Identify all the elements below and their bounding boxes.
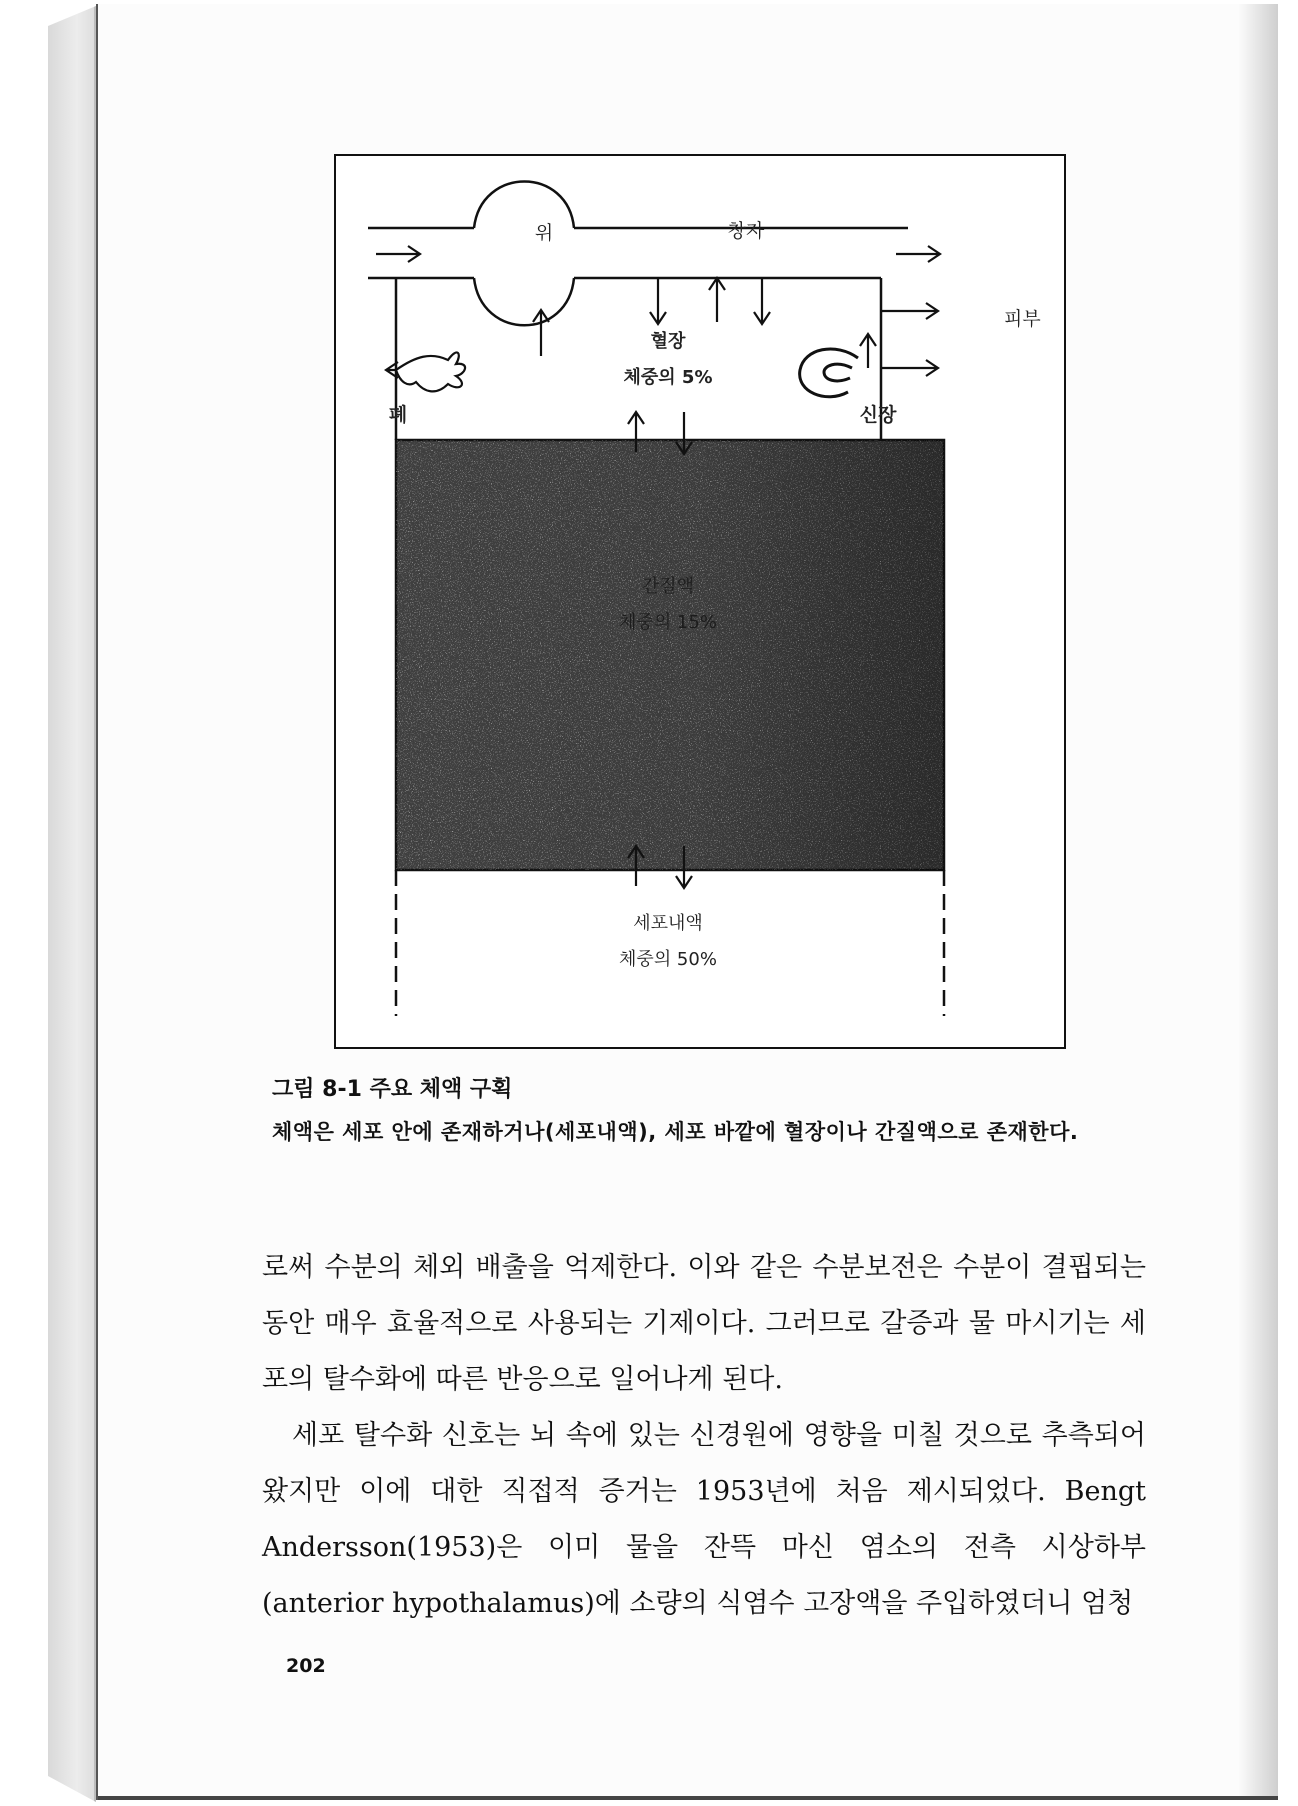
figure-body-fluid-compartments <box>334 154 1066 1049</box>
page-number: 202 <box>286 1655 326 1677</box>
figure-caption <box>272 1072 1152 1151</box>
stomach-outline <box>474 182 574 326</box>
skin-label: 피부 <box>1004 308 1041 330</box>
body-paragraph: 세포 탈수화 신호는 뇌 속에 있는 신경원에 영향을 미칠 것으로 추측되어 왔지만 이에 대한 직접적 증거는 1953년에 처음 제시되었다. Bengt Andersson(1953)은 이미 물을 잔뜩 마신 염소의 전측 시상하부(anterior hypothalamus)에 소량의 식염수 고장액을 주입하였더니 엄청 <box>262 1420 1146 1619</box>
body-text <box>262 1240 1146 1632</box>
intracellular-name: 세포내액 <box>633 913 703 934</box>
intracellular-label <box>619 906 717 978</box>
intracellular-percentage: 체중의 50% <box>619 949 717 970</box>
caption-text: 체액은 세포 안에 존재하거나(세포내액), 세포 바깥에 혈장이나 간질액으로 존재한다. <box>272 1120 1079 1144</box>
lung-label: 폐 <box>388 404 408 426</box>
intestine-label: 창자 <box>727 220 765 242</box>
body-paragraph: 로써 수분의 체외 배출을 억제한다. 이와 같은 수분보전은 수분이 결핍되는 동안 매우 효율적으로 사용되는 기제이다. 그러므로 갈증과 물 마시기는 세포의 탈수화에 따른 반응으로 일어나게 된다. <box>262 1252 1146 1395</box>
book-spine <box>48 6 96 1802</box>
lung-shape <box>396 352 465 391</box>
interstitial-label <box>619 569 717 641</box>
caption-title: 그림 8-1 주요 체액 구획 <box>272 1077 513 1102</box>
interstitial-name: 간질액 <box>641 576 695 597</box>
plasma-label <box>624 324 713 396</box>
page-shadow <box>1238 4 1278 1800</box>
kidney-shape <box>800 349 858 397</box>
interstitial-percentage: 체중의 15% <box>619 612 717 633</box>
plasma-percentage: 체중의 5% <box>623 367 713 388</box>
stomach-label: 위 <box>534 222 554 244</box>
plasma-name: 혈장 <box>650 331 686 352</box>
page-edge <box>98 1796 1278 1800</box>
kidney-label: 신장 <box>859 404 897 426</box>
